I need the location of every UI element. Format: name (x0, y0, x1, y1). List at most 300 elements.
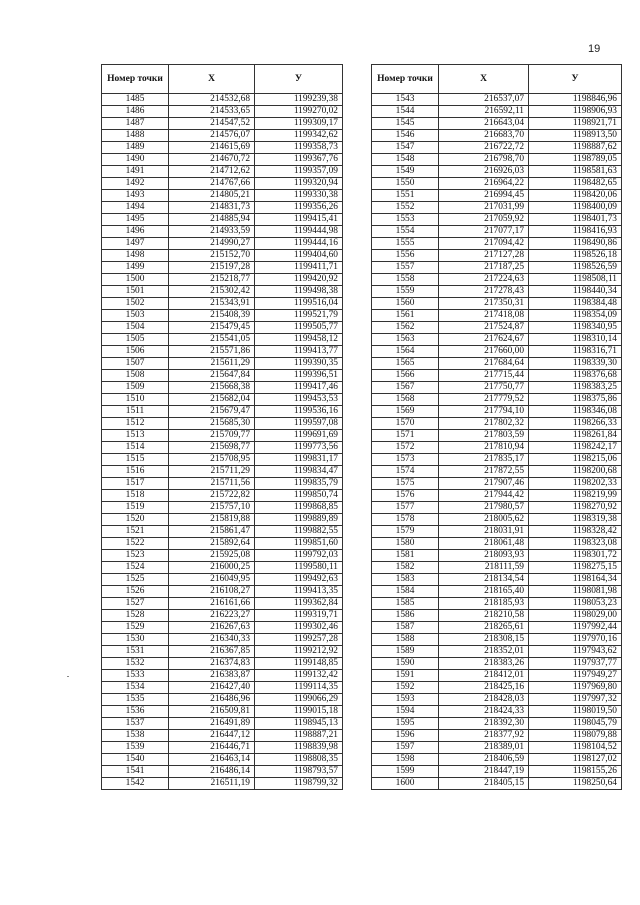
point-number-cell: 1550 (372, 178, 439, 190)
x-coordinate-cell: 214990,27 (169, 238, 255, 250)
point-number-cell: 1547 (372, 142, 439, 154)
table-row (372, 202, 622, 214)
x-coordinate-cell: 216367,85 (169, 646, 255, 658)
table-row (372, 514, 622, 526)
y-coordinate-cell: 1199302,46 (255, 622, 343, 634)
y-coordinate-cell: 1198921,71 (529, 118, 622, 130)
x-coordinate-cell: 218377,92 (439, 730, 529, 742)
table-row (372, 538, 622, 550)
point-number-cell: 1552 (372, 202, 439, 214)
point-number-cell: 1486 (102, 106, 169, 118)
y-coordinate-cell: 1199319,71 (255, 610, 343, 622)
x-coordinate-cell: 216340,33 (169, 634, 255, 646)
point-number-cell: 1600 (372, 778, 439, 790)
header-point-number: Номер точки (102, 65, 169, 94)
table-row (372, 298, 622, 310)
y-coordinate-cell: 1199358,73 (255, 142, 343, 154)
y-coordinate-cell: 1199835,79 (255, 478, 343, 490)
x-coordinate-cell: 218428,03 (439, 694, 529, 706)
x-coordinate-cell: 216491,89 (169, 718, 255, 730)
point-number-cell: 1542 (102, 778, 169, 790)
y-coordinate-cell: 1198401,73 (529, 214, 622, 226)
y-coordinate-cell: 1198375,86 (529, 394, 622, 406)
point-number-cell: 1570 (372, 418, 439, 430)
point-number-cell: 1514 (102, 442, 169, 454)
table-row (372, 478, 622, 490)
point-number-cell: 1593 (372, 694, 439, 706)
point-number-cell: 1595 (372, 718, 439, 730)
table-row (102, 730, 343, 742)
y-coordinate-cell: 1198508,11 (529, 274, 622, 286)
table-header-row (372, 65, 622, 94)
table-row (372, 190, 622, 202)
y-coordinate-cell: 1198846,96 (529, 94, 622, 106)
point-number-cell: 1515 (102, 454, 169, 466)
table-row (372, 370, 622, 382)
point-number-cell: 1490 (102, 154, 169, 166)
y-coordinate-cell: 1198384,48 (529, 298, 622, 310)
y-coordinate-cell: 1199505,77 (255, 322, 343, 334)
y-coordinate-cell: 1198526,59 (529, 262, 622, 274)
x-coordinate-cell: 217803,59 (439, 430, 529, 442)
point-number-cell: 1563 (372, 334, 439, 346)
y-coordinate-cell: 1199850,74 (255, 490, 343, 502)
x-coordinate-cell: 217278,43 (439, 286, 529, 298)
point-number-cell: 1536 (102, 706, 169, 718)
x-coordinate-cell: 215647,84 (169, 370, 255, 382)
x-coordinate-cell: 216722,72 (439, 142, 529, 154)
table-row (372, 778, 622, 790)
table-row (102, 382, 343, 394)
y-coordinate-cell: 1198202,33 (529, 478, 622, 490)
table-row (102, 430, 343, 442)
point-number-cell: 1589 (372, 646, 439, 658)
y-coordinate-cell: 1199851,60 (255, 538, 343, 550)
table-row (102, 334, 343, 346)
table-row (102, 142, 343, 154)
point-number-cell: 1525 (102, 574, 169, 586)
point-number-cell: 1572 (372, 442, 439, 454)
point-number-cell: 1569 (372, 406, 439, 418)
y-coordinate-cell: 1198420,06 (529, 190, 622, 202)
y-coordinate-cell: 1199831,17 (255, 454, 343, 466)
point-number-cell: 1599 (372, 766, 439, 778)
y-coordinate-cell: 1199413,35 (255, 586, 343, 598)
x-coordinate-cell: 218425,16 (439, 682, 529, 694)
point-number-cell: 1526 (102, 586, 169, 598)
y-coordinate-cell: 1197997,32 (529, 694, 622, 706)
x-coordinate-cell: 218093,93 (439, 550, 529, 562)
x-coordinate-cell: 215698,77 (169, 442, 255, 454)
table-row (372, 322, 622, 334)
x-coordinate-cell: 217750,77 (439, 382, 529, 394)
point-number-cell: 1596 (372, 730, 439, 742)
point-number-cell: 1492 (102, 178, 169, 190)
x-coordinate-cell: 217187,25 (439, 262, 529, 274)
y-coordinate-cell: 1199834,47 (255, 466, 343, 478)
point-number-cell: 1543 (372, 94, 439, 106)
point-number-cell: 1508 (102, 370, 169, 382)
point-number-cell: 1530 (102, 634, 169, 646)
table-row (102, 586, 343, 598)
point-number-cell: 1533 (102, 670, 169, 682)
point-number-cell: 1574 (372, 466, 439, 478)
x-coordinate-cell: 218392,30 (439, 718, 529, 730)
x-coordinate-cell: 218210,58 (439, 610, 529, 622)
point-number-cell: 1502 (102, 298, 169, 310)
point-number-cell: 1561 (372, 310, 439, 322)
point-number-cell: 1495 (102, 214, 169, 226)
y-coordinate-cell: 1198839,98 (255, 742, 343, 754)
y-coordinate-cell: 1198354,09 (529, 310, 622, 322)
x-coordinate-cell: 217794,10 (439, 406, 529, 418)
point-number-cell: 1511 (102, 406, 169, 418)
x-coordinate-cell: 215722,82 (169, 490, 255, 502)
y-coordinate-cell: 1199367,76 (255, 154, 343, 166)
point-number-cell: 1564 (372, 346, 439, 358)
y-coordinate-cell: 1198887,21 (255, 730, 343, 742)
point-number-cell: 1556 (372, 250, 439, 262)
y-coordinate-cell: 1199309,17 (255, 118, 343, 130)
x-coordinate-cell: 218352,01 (439, 646, 529, 658)
point-number-cell: 1541 (102, 766, 169, 778)
table-row (372, 286, 622, 298)
y-coordinate-cell: 1197949,27 (529, 670, 622, 682)
y-coordinate-cell: 1199417,46 (255, 382, 343, 394)
table-row (102, 682, 343, 694)
table-row (372, 442, 622, 454)
point-number-cell: 1520 (102, 514, 169, 526)
x-coordinate-cell: 216049,95 (169, 574, 255, 586)
y-coordinate-cell: 1198270,92 (529, 502, 622, 514)
table-row (372, 346, 622, 358)
point-number-cell: 1491 (102, 166, 169, 178)
point-number-cell: 1538 (102, 730, 169, 742)
x-coordinate-cell: 216537,07 (439, 94, 529, 106)
x-coordinate-cell: 218111,59 (439, 562, 529, 574)
x-coordinate-cell: 215757,10 (169, 502, 255, 514)
x-coordinate-cell: 217059,92 (439, 214, 529, 226)
x-coordinate-cell: 217944,42 (439, 490, 529, 502)
y-coordinate-cell: 1198376,68 (529, 370, 622, 382)
table-row (102, 226, 343, 238)
table-row (102, 538, 343, 550)
x-coordinate-cell: 216511,19 (169, 778, 255, 790)
point-number-cell: 1487 (102, 118, 169, 130)
table-row (372, 418, 622, 430)
table-row (102, 634, 343, 646)
y-coordinate-cell: 1198328,42 (529, 526, 622, 538)
y-coordinate-cell: 1199773,56 (255, 442, 343, 454)
point-number-cell: 1568 (372, 394, 439, 406)
x-coordinate-cell: 218447,19 (439, 766, 529, 778)
table-row (102, 550, 343, 562)
point-number-cell: 1507 (102, 358, 169, 370)
table-row (372, 550, 622, 562)
x-coordinate-cell: 215709,77 (169, 430, 255, 442)
point-number-cell: 1585 (372, 598, 439, 610)
point-number-cell: 1540 (102, 754, 169, 766)
table-row (372, 238, 622, 250)
x-coordinate-cell: 217418,08 (439, 310, 529, 322)
x-coordinate-cell: 217127,28 (439, 250, 529, 262)
x-coordinate-cell: 217907,46 (439, 478, 529, 490)
table-row (372, 766, 622, 778)
point-number-cell: 1506 (102, 346, 169, 358)
point-number-cell: 1498 (102, 250, 169, 262)
y-coordinate-cell: 1199015,18 (255, 706, 343, 718)
x-coordinate-cell: 215218,77 (169, 274, 255, 286)
point-number-cell: 1523 (102, 550, 169, 562)
table-row (102, 94, 343, 106)
point-number-cell: 1591 (372, 670, 439, 682)
y-coordinate-cell: 1198482,65 (529, 178, 622, 190)
y-coordinate-cell: 1199320,94 (255, 178, 343, 190)
y-coordinate-cell: 1197937,77 (529, 658, 622, 670)
x-coordinate-cell: 217835,17 (439, 454, 529, 466)
point-number-cell: 1497 (102, 238, 169, 250)
point-number-cell: 1594 (372, 706, 439, 718)
table-row (102, 670, 343, 682)
table-row (372, 94, 622, 106)
point-number-cell: 1500 (102, 274, 169, 286)
point-number-cell: 1513 (102, 430, 169, 442)
table-row (102, 622, 343, 634)
point-number-cell: 1581 (372, 550, 439, 562)
table-row (102, 490, 343, 502)
table-header-row (102, 65, 343, 94)
table-row (102, 154, 343, 166)
table-row (102, 238, 343, 250)
y-coordinate-cell: 1199492,63 (255, 574, 343, 586)
table-row (102, 754, 343, 766)
x-coordinate-cell: 214712,62 (169, 166, 255, 178)
y-coordinate-cell: 1199889,89 (255, 514, 343, 526)
y-coordinate-cell: 1199148,85 (255, 658, 343, 670)
x-coordinate-cell: 217810,94 (439, 442, 529, 454)
y-coordinate-cell: 1198906,93 (529, 106, 622, 118)
coordinates-table-right (371, 64, 622, 790)
table-row (372, 718, 622, 730)
table-row (372, 682, 622, 694)
table-row (102, 742, 343, 754)
x-coordinate-cell: 215541,05 (169, 334, 255, 346)
y-coordinate-cell: 1199270,02 (255, 106, 343, 118)
x-coordinate-cell: 217031,99 (439, 202, 529, 214)
y-coordinate-cell: 1198793,57 (255, 766, 343, 778)
table-row (372, 730, 622, 742)
y-coordinate-cell: 1198323,08 (529, 538, 622, 550)
point-number-cell: 1562 (372, 322, 439, 334)
x-coordinate-cell: 215611,29 (169, 358, 255, 370)
table-row (102, 310, 343, 322)
y-coordinate-cell: 1199404,60 (255, 250, 343, 262)
x-coordinate-cell: 217077,17 (439, 226, 529, 238)
point-number-cell: 1528 (102, 610, 169, 622)
point-number-cell: 1488 (102, 130, 169, 142)
table-row (372, 166, 622, 178)
x-coordinate-cell: 215892,64 (169, 538, 255, 550)
x-coordinate-cell: 217872,55 (439, 466, 529, 478)
x-coordinate-cell: 214670,72 (169, 154, 255, 166)
x-coordinate-cell: 218061,48 (439, 538, 529, 550)
point-number-cell: 1583 (372, 574, 439, 586)
point-number-cell: 1501 (102, 286, 169, 298)
x-coordinate-cell: 214831,73 (169, 202, 255, 214)
x-coordinate-cell: 215819,88 (169, 514, 255, 526)
table-row (102, 274, 343, 286)
x-coordinate-cell: 215152,70 (169, 250, 255, 262)
table-row (372, 670, 622, 682)
point-number-cell: 1571 (372, 430, 439, 442)
point-number-cell: 1553 (372, 214, 439, 226)
table-row (372, 130, 622, 142)
x-coordinate-cell: 216223,27 (169, 610, 255, 622)
table-row (372, 310, 622, 322)
table-row (372, 214, 622, 226)
point-number-cell: 1489 (102, 142, 169, 154)
x-coordinate-cell: 216267,63 (169, 622, 255, 634)
header-x: X (169, 65, 255, 94)
point-number-cell: 1575 (372, 478, 439, 490)
header-point-number: Номер точки (372, 65, 439, 94)
point-number-cell: 1567 (372, 382, 439, 394)
table-row (372, 622, 622, 634)
table-row (102, 118, 343, 130)
x-coordinate-cell: 214532,68 (169, 94, 255, 106)
y-coordinate-cell: 1198242,17 (529, 442, 622, 454)
table-row (372, 502, 622, 514)
y-coordinate-cell: 1198526,18 (529, 250, 622, 262)
x-coordinate-cell: 215711,29 (169, 466, 255, 478)
y-coordinate-cell: 1198079,88 (529, 730, 622, 742)
point-number-cell: 1573 (372, 454, 439, 466)
table-row (372, 694, 622, 706)
point-number-cell: 1565 (372, 358, 439, 370)
table-row (102, 778, 343, 790)
x-coordinate-cell: 216427,40 (169, 682, 255, 694)
x-coordinate-cell: 215682,04 (169, 394, 255, 406)
y-coordinate-cell: 1198029,00 (529, 610, 622, 622)
point-number-cell: 1576 (372, 490, 439, 502)
table-row (372, 454, 622, 466)
point-number-cell: 1522 (102, 538, 169, 550)
y-coordinate-cell: 1199420,92 (255, 274, 343, 286)
x-coordinate-cell: 218185,93 (439, 598, 529, 610)
y-coordinate-cell: 1199498,38 (255, 286, 343, 298)
x-coordinate-cell: 218424,33 (439, 706, 529, 718)
y-coordinate-cell: 1198416,93 (529, 226, 622, 238)
x-coordinate-cell: 218005,62 (439, 514, 529, 526)
y-coordinate-cell: 1199597,08 (255, 418, 343, 430)
y-coordinate-cell: 1199342,62 (255, 130, 343, 142)
y-coordinate-cell: 1199257,28 (255, 634, 343, 646)
y-coordinate-cell: 1198127,02 (529, 754, 622, 766)
y-coordinate-cell: 1198301,72 (529, 550, 622, 562)
table-row (102, 106, 343, 118)
point-number-cell: 1529 (102, 622, 169, 634)
table-row (372, 262, 622, 274)
y-coordinate-cell: 1199411,71 (255, 262, 343, 274)
y-coordinate-cell: 1198789,05 (529, 154, 622, 166)
table-row (372, 118, 622, 130)
table-row (102, 478, 343, 490)
point-number-cell: 1545 (372, 118, 439, 130)
y-coordinate-cell: 1199132,42 (255, 670, 343, 682)
table-row (102, 562, 343, 574)
point-number-cell: 1534 (102, 682, 169, 694)
point-number-cell: 1590 (372, 658, 439, 670)
y-coordinate-cell: 1199362,84 (255, 598, 343, 610)
table-row (102, 322, 343, 334)
y-coordinate-cell: 1199691,69 (255, 430, 343, 442)
table-row (102, 418, 343, 430)
y-coordinate-cell: 1199390,35 (255, 358, 343, 370)
x-coordinate-cell: 217624,67 (439, 334, 529, 346)
table-row (372, 394, 622, 406)
table-row (372, 226, 622, 238)
y-coordinate-cell: 1197992,44 (529, 622, 622, 634)
page-number: 19 (588, 43, 601, 55)
y-coordinate-cell: 1199868,85 (255, 502, 343, 514)
table-row (102, 466, 343, 478)
y-coordinate-cell: 1198155,26 (529, 766, 622, 778)
table-row (102, 502, 343, 514)
table-row (102, 718, 343, 730)
point-number-cell: 1499 (102, 262, 169, 274)
point-number-cell: 1505 (102, 334, 169, 346)
y-coordinate-cell: 1199114,35 (255, 682, 343, 694)
table-row (102, 166, 343, 178)
point-number-cell: 1504 (102, 322, 169, 334)
x-coordinate-cell: 216374,83 (169, 658, 255, 670)
x-coordinate-cell: 215925,08 (169, 550, 255, 562)
point-number-cell: 1517 (102, 478, 169, 490)
x-coordinate-cell: 218389,01 (439, 742, 529, 754)
x-coordinate-cell: 215571,86 (169, 346, 255, 358)
table-row (372, 574, 622, 586)
table-row (102, 370, 343, 382)
table-row (372, 742, 622, 754)
y-coordinate-cell: 1199415,41 (255, 214, 343, 226)
y-coordinate-cell: 1199357,09 (255, 166, 343, 178)
x-coordinate-cell: 218412,01 (439, 670, 529, 682)
point-number-cell: 1510 (102, 394, 169, 406)
x-coordinate-cell: 218405,15 (439, 778, 529, 790)
x-coordinate-cell: 216683,70 (439, 130, 529, 142)
table-row (102, 346, 343, 358)
point-number-cell: 1532 (102, 658, 169, 670)
x-coordinate-cell: 217094,42 (439, 238, 529, 250)
y-coordinate-cell: 1198081,98 (529, 586, 622, 598)
table-row (102, 574, 343, 586)
y-coordinate-cell: 1199792,03 (255, 550, 343, 562)
table-row (372, 274, 622, 286)
table-row (372, 526, 622, 538)
point-number-cell: 1586 (372, 610, 439, 622)
x-coordinate-cell: 217350,31 (439, 298, 529, 310)
table-row (102, 706, 343, 718)
y-coordinate-cell: 1198275,15 (529, 562, 622, 574)
x-coordinate-cell: 215343,91 (169, 298, 255, 310)
y-coordinate-cell: 1199580,11 (255, 562, 343, 574)
y-coordinate-cell: 1199521,79 (255, 310, 343, 322)
y-coordinate-cell: 1199066,29 (255, 694, 343, 706)
y-coordinate-cell: 1198490,86 (529, 238, 622, 250)
y-coordinate-cell: 1198346,08 (529, 406, 622, 418)
x-coordinate-cell: 216994,45 (439, 190, 529, 202)
table-row (372, 646, 622, 658)
